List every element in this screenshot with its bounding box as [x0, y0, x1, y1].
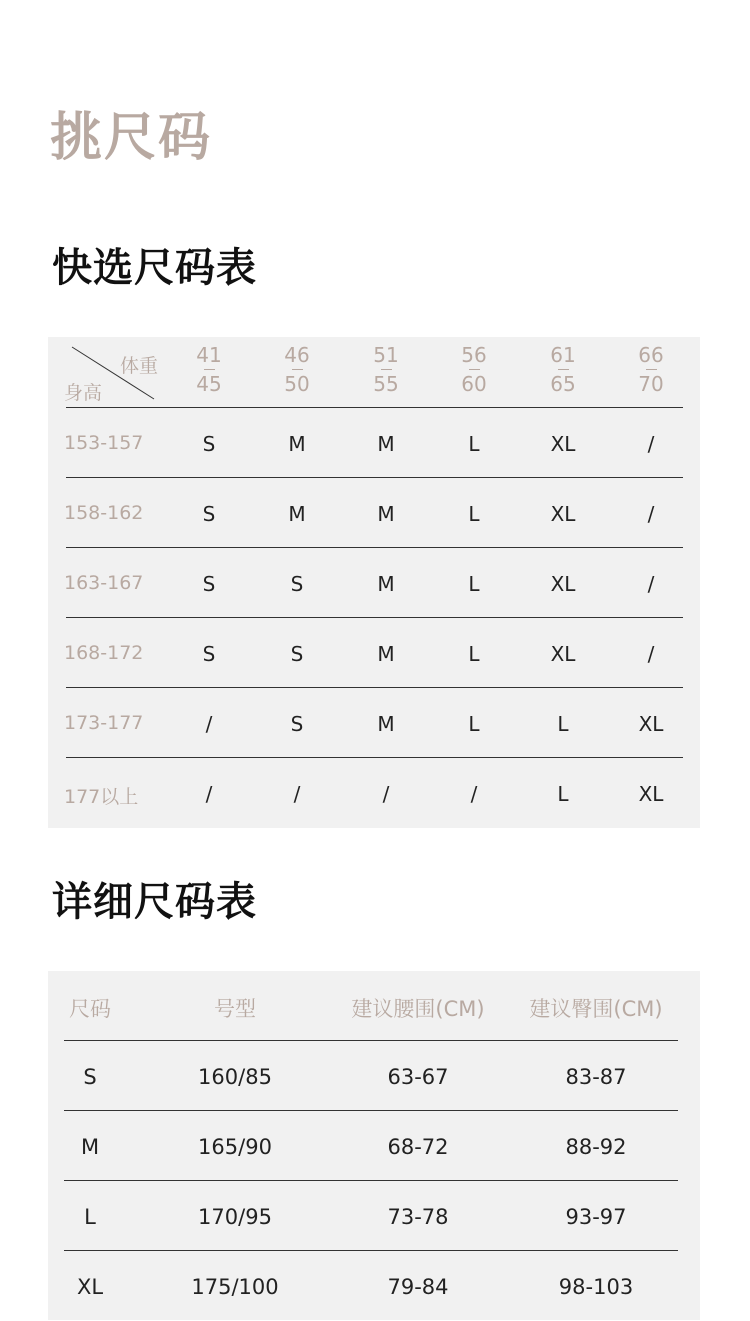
- table-row: [48, 548, 700, 618]
- size-cell: /: [647, 572, 655, 596]
- size-cell: S: [290, 642, 304, 666]
- weight-column-header: 46 50: [284, 343, 310, 396]
- quick-table-header: [48, 337, 700, 407]
- corner-cell: [64, 345, 158, 404]
- table-row: [48, 1111, 700, 1181]
- weight-column-header: 61 65: [550, 343, 576, 396]
- size-cell: /: [470, 782, 478, 806]
- weight-column-header: 66 70: [638, 343, 664, 396]
- size-cell: M: [288, 432, 306, 456]
- hip-cell: 83-87: [565, 1065, 627, 1089]
- size-cell: M: [377, 712, 395, 736]
- height-range: 177以上: [64, 786, 139, 808]
- size-cell: S: [202, 432, 216, 456]
- size-cell: L: [468, 432, 480, 456]
- detail-size-table: [48, 971, 700, 1320]
- quick-size-table: [48, 337, 700, 828]
- size-cell: /: [647, 502, 655, 526]
- size-cell: S: [202, 642, 216, 666]
- size-cell: L: [84, 1205, 96, 1229]
- height-range: 173-177: [64, 712, 144, 734]
- size-cell: L: [468, 572, 480, 596]
- hip-cell: 88-92: [565, 1135, 627, 1159]
- size-cell: S: [290, 712, 304, 736]
- waist-cell: 63-67: [387, 1065, 449, 1089]
- size-cell: XL: [638, 712, 664, 736]
- waist-cell: 68-72: [387, 1135, 449, 1159]
- size-cell: S: [202, 502, 216, 526]
- model-cell: 170/95: [198, 1205, 272, 1229]
- column-header: 建议腰围(CM): [351, 997, 485, 1021]
- size-cell: XL: [550, 502, 576, 526]
- table-row: [48, 478, 700, 548]
- size-cell: /: [647, 642, 655, 666]
- weight-column-header: 41 45: [196, 343, 222, 396]
- height-label: 身高: [64, 382, 103, 404]
- weight-column-header: 56 60: [461, 343, 487, 396]
- size-cell: S: [290, 572, 304, 596]
- size-cell: M: [377, 572, 395, 596]
- size-cell: M: [377, 502, 395, 526]
- page-heading: 挑尺码: [50, 108, 213, 168]
- size-cell: /: [205, 782, 213, 806]
- size-cell: L: [557, 782, 569, 806]
- size-cell: XL: [638, 782, 664, 806]
- height-range: 158-162: [64, 502, 144, 524]
- table-row: [48, 618, 700, 688]
- waist-cell: 79-84: [387, 1275, 449, 1299]
- size-cell: XL: [76, 1275, 104, 1299]
- size-cell: M: [377, 432, 395, 456]
- size-cell: /: [382, 782, 390, 806]
- weight-label: 体重: [119, 355, 158, 377]
- size-cell: M: [80, 1135, 100, 1159]
- size-cell: /: [205, 712, 213, 736]
- size-cell: L: [468, 712, 480, 736]
- detail-size-title: 详细尺码表: [52, 879, 257, 925]
- table-row: [48, 758, 700, 828]
- height-range: 153-157: [64, 432, 144, 454]
- size-cell: XL: [550, 572, 576, 596]
- model-cell: 160/85: [198, 1065, 272, 1089]
- size-cell: XL: [550, 642, 576, 666]
- hip-cell: 93-97: [565, 1205, 627, 1229]
- waist-cell: 73-78: [387, 1205, 449, 1229]
- size-cell: /: [647, 432, 655, 456]
- size-cell: S: [83, 1065, 97, 1089]
- weight-column-header: 51 55: [373, 343, 399, 396]
- size-cell: L: [557, 712, 569, 736]
- size-cell: L: [468, 642, 480, 666]
- hip-cell: 98-103: [558, 1275, 634, 1299]
- size-cell: M: [377, 642, 395, 666]
- table-row: [48, 1251, 700, 1321]
- model-cell: 165/90: [198, 1135, 272, 1159]
- quick-size-title: 快选尺码表: [52, 245, 257, 291]
- table-row: [48, 408, 700, 478]
- model-cell: 175/100: [191, 1275, 279, 1299]
- column-header: 建议臀围(CM): [529, 997, 663, 1021]
- height-range: 163-167: [64, 572, 144, 594]
- table-row: [48, 1181, 700, 1251]
- table-row: [48, 1041, 700, 1111]
- size-cell: L: [468, 502, 480, 526]
- height-range: 168-172: [64, 642, 144, 664]
- column-header: 号型: [214, 997, 256, 1021]
- size-cell: S: [202, 572, 216, 596]
- size-cell: /: [293, 782, 301, 806]
- table-row: [48, 688, 700, 758]
- column-header: 尺码: [69, 997, 111, 1021]
- size-cell: M: [288, 502, 306, 526]
- size-cell: XL: [550, 432, 576, 456]
